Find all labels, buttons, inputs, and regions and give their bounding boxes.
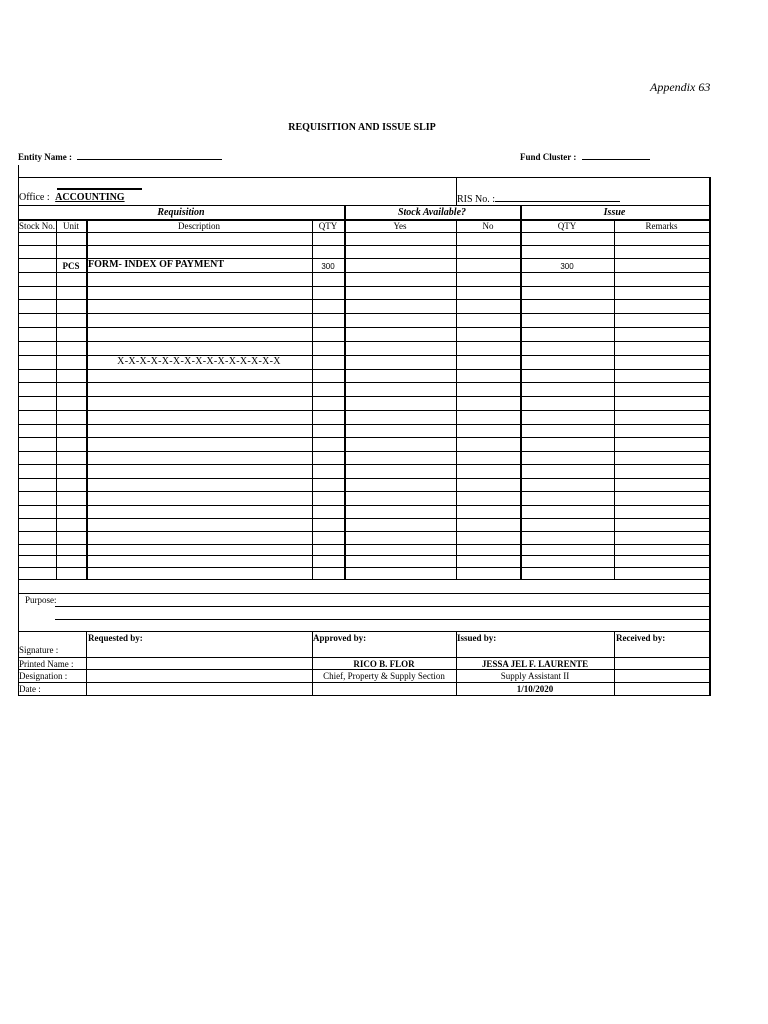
- grid-line: [18, 272, 710, 273]
- col-stock-no: Stock No.: [19, 221, 55, 231]
- ris-field: [457, 192, 620, 205]
- grid-line: [18, 593, 710, 594]
- grid-line: [18, 410, 710, 411]
- office-label: Office :: [19, 192, 50, 203]
- grid-line: [55, 619, 710, 620]
- grid-line: [18, 286, 710, 287]
- grid-line: [18, 695, 710, 696]
- appendix-number: Appendix 63: [650, 80, 711, 94]
- grid-line: [18, 682, 710, 683]
- grid-line: [18, 424, 710, 425]
- grid-line: [18, 205, 710, 206]
- col-issue-qty: QTY: [557, 221, 577, 231]
- fund-cluster-blank: [582, 151, 650, 160]
- grid-line: [18, 369, 710, 370]
- grid-line: [18, 327, 710, 328]
- grid-line: [18, 299, 710, 300]
- col-yes: Yes: [393, 221, 407, 231]
- grid-line: [18, 555, 710, 556]
- printed-name-label: Printed Name :: [19, 659, 74, 669]
- requested-by-label: Requested by:: [88, 633, 143, 643]
- grid-line: [18, 177, 710, 178]
- grid-line: [18, 544, 710, 545]
- section-issue: Issue: [603, 207, 626, 218]
- grid-line: [18, 232, 710, 233]
- item-issue-qty: 300: [560, 262, 574, 271]
- item-description: FORM- INDEX OF PAYMENT: [88, 259, 225, 270]
- grid-line: [18, 505, 710, 506]
- fund-cluster-label: Fund Cluster :: [520, 152, 577, 162]
- grid-line: [18, 396, 710, 397]
- grid-line: [18, 464, 710, 465]
- item-end-marker: X-X-X-X-X-X-X-X-X-X-X-X-X-X-X: [117, 356, 281, 367]
- col-unit: Unit: [62, 221, 79, 231]
- col-remarks: Remarks: [645, 221, 678, 231]
- fund-cluster-field: [520, 151, 650, 162]
- grid-line: [18, 567, 710, 568]
- entity-name-field: [18, 151, 222, 162]
- col-qty: QTY: [318, 221, 338, 231]
- office-value: ACCOUNTING: [55, 192, 125, 203]
- grid-line: [18, 382, 710, 383]
- grid-line: [18, 657, 710, 658]
- grid-line: [18, 313, 710, 314]
- office-field: [19, 192, 125, 203]
- grid-line: [18, 631, 710, 632]
- col-description: Description: [178, 221, 220, 231]
- date-label: Date :: [19, 684, 41, 694]
- approved-by-label: Approved by:: [313, 633, 367, 643]
- grid-line: [86, 219, 88, 580]
- grid-line: [55, 606, 710, 607]
- issuer-name: JESSA JEL F. LAURENTE: [481, 659, 589, 669]
- designation-label: Designation :: [19, 671, 68, 681]
- form-title: REQUISITION AND ISSUE SLIP: [288, 122, 436, 133]
- received-by-label: Received by:: [616, 633, 666, 643]
- issuer-designation: Supply Assistant II: [500, 671, 570, 681]
- issue-date: 1/10/2020: [516, 684, 554, 694]
- grid-line: [18, 437, 710, 438]
- grid-line: [18, 478, 710, 479]
- issued-by-label: Issued by:: [457, 633, 497, 643]
- ris-label: RIS No. :: [457, 194, 496, 205]
- grid-line: [312, 219, 313, 580]
- item-qty: 300: [321, 262, 335, 271]
- grid-line: [456, 219, 457, 580]
- purpose-label: Purpose:: [25, 595, 57, 605]
- grid-line: [18, 579, 710, 580]
- grid-line: [18, 245, 710, 246]
- section-stock-available: Stock Available?: [397, 207, 467, 218]
- entity-name-label: Entity Name :: [18, 152, 72, 162]
- grid-line: [18, 518, 710, 519]
- grid-line: [344, 205, 346, 580]
- ris-blank: [495, 192, 620, 202]
- grid-line: [18, 669, 710, 670]
- grid-line: [56, 219, 57, 580]
- item-unit: PCS: [62, 261, 80, 271]
- grid-line: [18, 531, 710, 532]
- approver-name: RICO B. FLOR: [353, 659, 415, 669]
- approver-designation: Chief, Property & Supply Section: [323, 671, 445, 681]
- section-requisition: Requisition: [157, 207, 205, 218]
- col-no: No: [482, 221, 494, 231]
- office-overline: [57, 188, 142, 190]
- grid-line: [86, 631, 87, 696]
- grid-line: [614, 631, 615, 696]
- signature-label: Signature :: [19, 645, 59, 655]
- grid-line: [18, 451, 710, 452]
- grid-line: [18, 491, 710, 492]
- grid-line: [18, 341, 710, 342]
- grid-line: [614, 219, 615, 580]
- entity-name-blank: [77, 151, 222, 160]
